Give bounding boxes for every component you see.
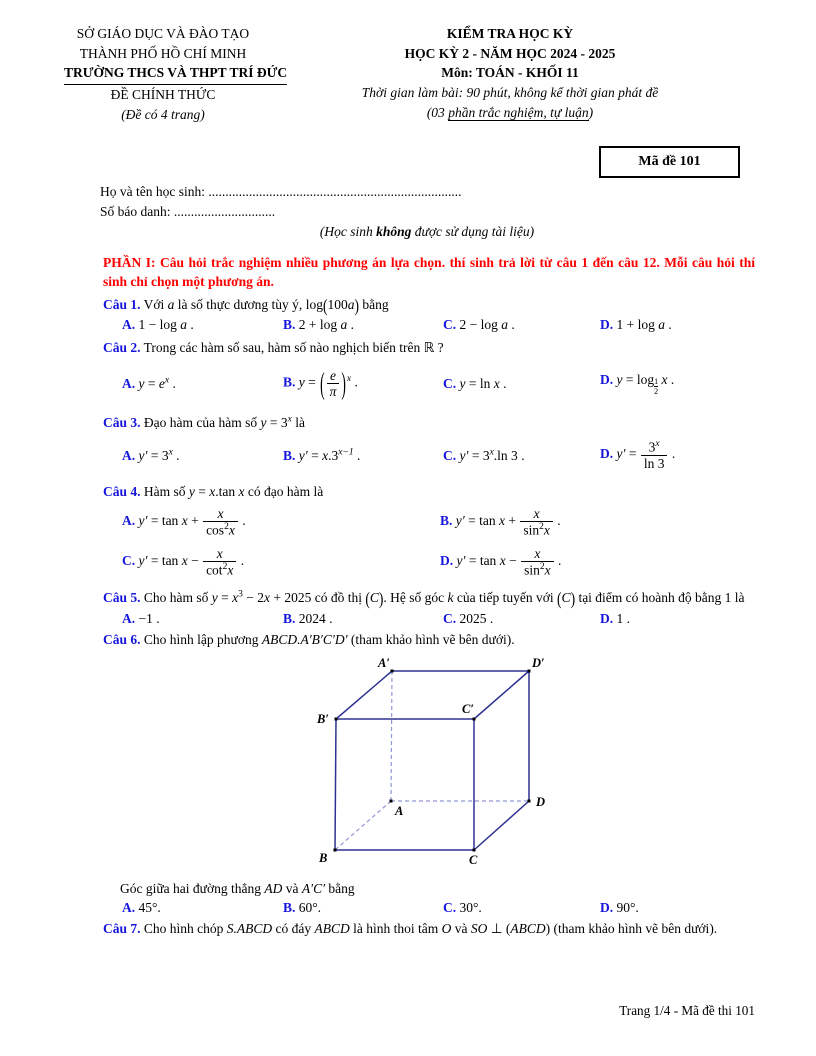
option-a: A. −1 . (122, 610, 160, 626)
edge-C-D (474, 801, 529, 850)
header (0, 0, 816, 125)
question-4 (103, 482, 755, 581)
question-4-label: Câu 4. (103, 484, 141, 500)
option-c: C. y′ = tan x − $\frac{x}{\cot^2x}$ . (122, 545, 245, 578)
department-line: SỞ GIÁO DỤC VÀ ĐÀO TẠO (76, 26, 250, 41)
question-4-stem: Câu 4. Hàm số y = x.tan x có đạo hàm là (103, 484, 324, 500)
exam-code-label: Mã đề 101 (638, 153, 701, 169)
question-3-stem: Câu 3. Đạo hàm của hàm số $y = 3^x$ là (103, 414, 305, 431)
question-6 (103, 630, 755, 918)
option-c: C. 2025 . (443, 610, 494, 626)
option-c: C. y = ln x . (443, 375, 507, 391)
question-7-label: Câu 7. (103, 921, 141, 937)
question-1 (103, 295, 755, 334)
exam-term: HỌC KỲ 2 - NĂM HỌC 2024 - 2025 (404, 45, 616, 61)
question-6-stem: Câu 6. Cho hình lập phương ABCD.A′B′C′D′ (tham khảo hình vẽ bên dưới). (103, 631, 515, 647)
page-count-note: (Đề có 4 trang) (121, 106, 205, 122)
option-d: D. 1 . (600, 610, 630, 626)
option-d: D. y′ = tan x − $\frac{x}{\sin^2x}$ . (440, 545, 562, 578)
exam-duration: Thời gian làm bài: 90 phút, không kể thời gian phát đề (361, 85, 659, 101)
option-c: C. 2 − log a . (443, 316, 515, 332)
label-Dp: D′ (532, 656, 545, 670)
edge-A-B (335, 801, 391, 850)
question-1-stem: Câu 1. Với a là số thực dương tùy ý, log(100a) bằng (103, 294, 389, 316)
vertex-A (390, 799, 393, 802)
student-name-label: Họ và tên học sinh: (100, 184, 209, 200)
option-b: B. y = ( $\frac{e}{\pi}$ )$^x$ . (283, 365, 358, 401)
cube-figure-wrap (290, 657, 755, 877)
label-Ap: A′ (378, 656, 390, 670)
student-name-row (100, 182, 754, 201)
option-d: D. 90°. (600, 900, 639, 916)
question-7 (103, 919, 755, 938)
option-b: B. 2024 . (283, 610, 333, 626)
edge-Ap-Bp (336, 671, 392, 719)
question-5-options (122, 609, 755, 628)
cube-figure (290, 657, 590, 872)
option-a: A. y′ = tan x + $\frac{x}{\cos^2x}$ . (122, 505, 246, 538)
question-1-options (122, 315, 755, 334)
fraction: $\frac{x}{\cot^2x}$ (203, 546, 236, 578)
question-4-options-row-2 (122, 541, 755, 581)
option-b: B. $y' = x.3^{x-1}$ . (283, 447, 361, 463)
label-A: A (395, 803, 404, 818)
log-base-half: $\frac{1}{2}$ (654, 376, 659, 397)
no-materials-note: (Học sinh không được sử dụng tài liệu) (319, 223, 535, 239)
student-id-blank: .............................. (173, 203, 276, 219)
vertex-Bp (335, 717, 338, 720)
vertex-B (334, 848, 337, 851)
exam-title: KIỂM TRA HỌC KỲ (446, 26, 574, 41)
exam-subject: Môn: TOÁN - KHỐI 11 (441, 65, 579, 81)
question-4-options-row-1 (122, 501, 755, 541)
exam-format-note: (03 phần trắc nghiệm, tự luận) (426, 104, 594, 120)
question-5 (103, 588, 755, 627)
option-a: A. $y = e^x$ . (122, 375, 176, 391)
question-6-label: Câu 6. (103, 631, 141, 647)
question-2-options (122, 357, 755, 409)
question-3-options (122, 432, 755, 478)
exam-title-block (262, 24, 758, 125)
option-b: B. 2 + log a . (283, 316, 355, 332)
vertex-Cp (473, 717, 476, 720)
school-name: TRƯỜNG THCS VÀ THPT TRÍ ĐỨC (64, 63, 287, 85)
page-footer: Trang 1/4 - Mã đề thi 101 (619, 1003, 755, 1018)
vertex-C (473, 848, 476, 851)
option-c: C. $y' = 3^x.\ln$ 3 . (443, 447, 525, 463)
fraction: $\frac{e}{\pi}$ (327, 368, 340, 399)
label-Bp: B′ (317, 711, 329, 726)
question-6-subquestion: Góc giữa hai đường thẳng AD và A′C′ bằng (120, 881, 355, 897)
option-d: D. 1 + log a . (600, 316, 672, 332)
edge-Bp-B (335, 719, 336, 850)
option-a: A. $y' = 3^x$ . (122, 447, 180, 463)
option-d: D. $y = \log\frac{1}{2}$ x . (600, 372, 675, 397)
official-exam-label: ĐỀ CHÍNH THỨC (110, 87, 216, 103)
school-block (64, 24, 288, 125)
question-2-label: Câu 2. (103, 339, 141, 355)
exam-body (103, 254, 755, 939)
fraction: $\frac{x}{\sin^2x}$ (520, 506, 553, 538)
question-3-label: Câu 3. (103, 415, 141, 431)
edge-Dp-Cp (474, 671, 529, 719)
edge-Ap-A (391, 671, 392, 801)
vertex-Ap (391, 669, 394, 672)
student-info (100, 182, 754, 240)
label-Cp: C′ (462, 701, 474, 716)
label-D: D (536, 794, 546, 809)
option-a: A. 45°. (122, 900, 161, 916)
question-5-label: Câu 5. (103, 590, 141, 606)
exam-code-row (0, 146, 816, 179)
option-b: B. 60°. (283, 900, 322, 916)
question-2-stem: Câu 2. Trong các hàm số sau, hàm số nào nghịch biến trên ℝ ? (103, 339, 444, 355)
label-B: B (319, 850, 328, 865)
question-5-stem: Câu 5. Cho hàm số $y = x^3 - 2x + 2025$ có đồ thị (C). Hệ số góc k của tiếp tuyến với (C) tại điểm có hoành độ bằng 1 là (103, 588, 745, 610)
vertex-Dp (528, 669, 531, 672)
fraction: $\frac{3^x}{\ln 3}$ (641, 439, 668, 471)
question-1-label: Câu 1. (103, 296, 141, 312)
city-line: THÀNH PHỐ HỒ CHÍ MINH (79, 45, 247, 61)
option-b: B. y′ = tan x + $\frac{x}{\sin^2x}$ . (440, 505, 561, 538)
student-id-row (100, 202, 754, 221)
vertex-D (528, 799, 531, 802)
question-3 (103, 413, 755, 478)
question-7-stem: Câu 7. Cho hình chóp S.ABCD có đáy ABCD là hình thoi tâm O và SO ⊥ (ABCD) (tham khảo hình vẽ bên dưới). (103, 921, 718, 937)
option-d: D. y′ = $\frac{3^x}{\ln 3}$ . (600, 439, 676, 472)
part1-heading: PHẦN I: Câu hỏi trắc nghiệm nhiều phương án lựa chọn. thí sinh trả lời từ câu 1 đến câu 12. Mỗi câu hỏi thí sinh chỉ chọn một phương án. (103, 254, 755, 289)
student-name-blank: ........................................................................... (208, 184, 462, 200)
fraction: $\frac{x}{\sin^2x}$ (521, 546, 554, 578)
label-C: C (469, 852, 478, 867)
fraction: $\frac{x}{\cos^2x}$ (203, 506, 238, 538)
question-6-options (122, 898, 755, 917)
exam-code-box (599, 146, 740, 179)
option-a: A. 1 − log a . (122, 316, 194, 332)
option-c: C. 30°. (443, 900, 482, 916)
question-2 (103, 338, 755, 409)
student-id-label: Số báo danh: (100, 203, 174, 219)
